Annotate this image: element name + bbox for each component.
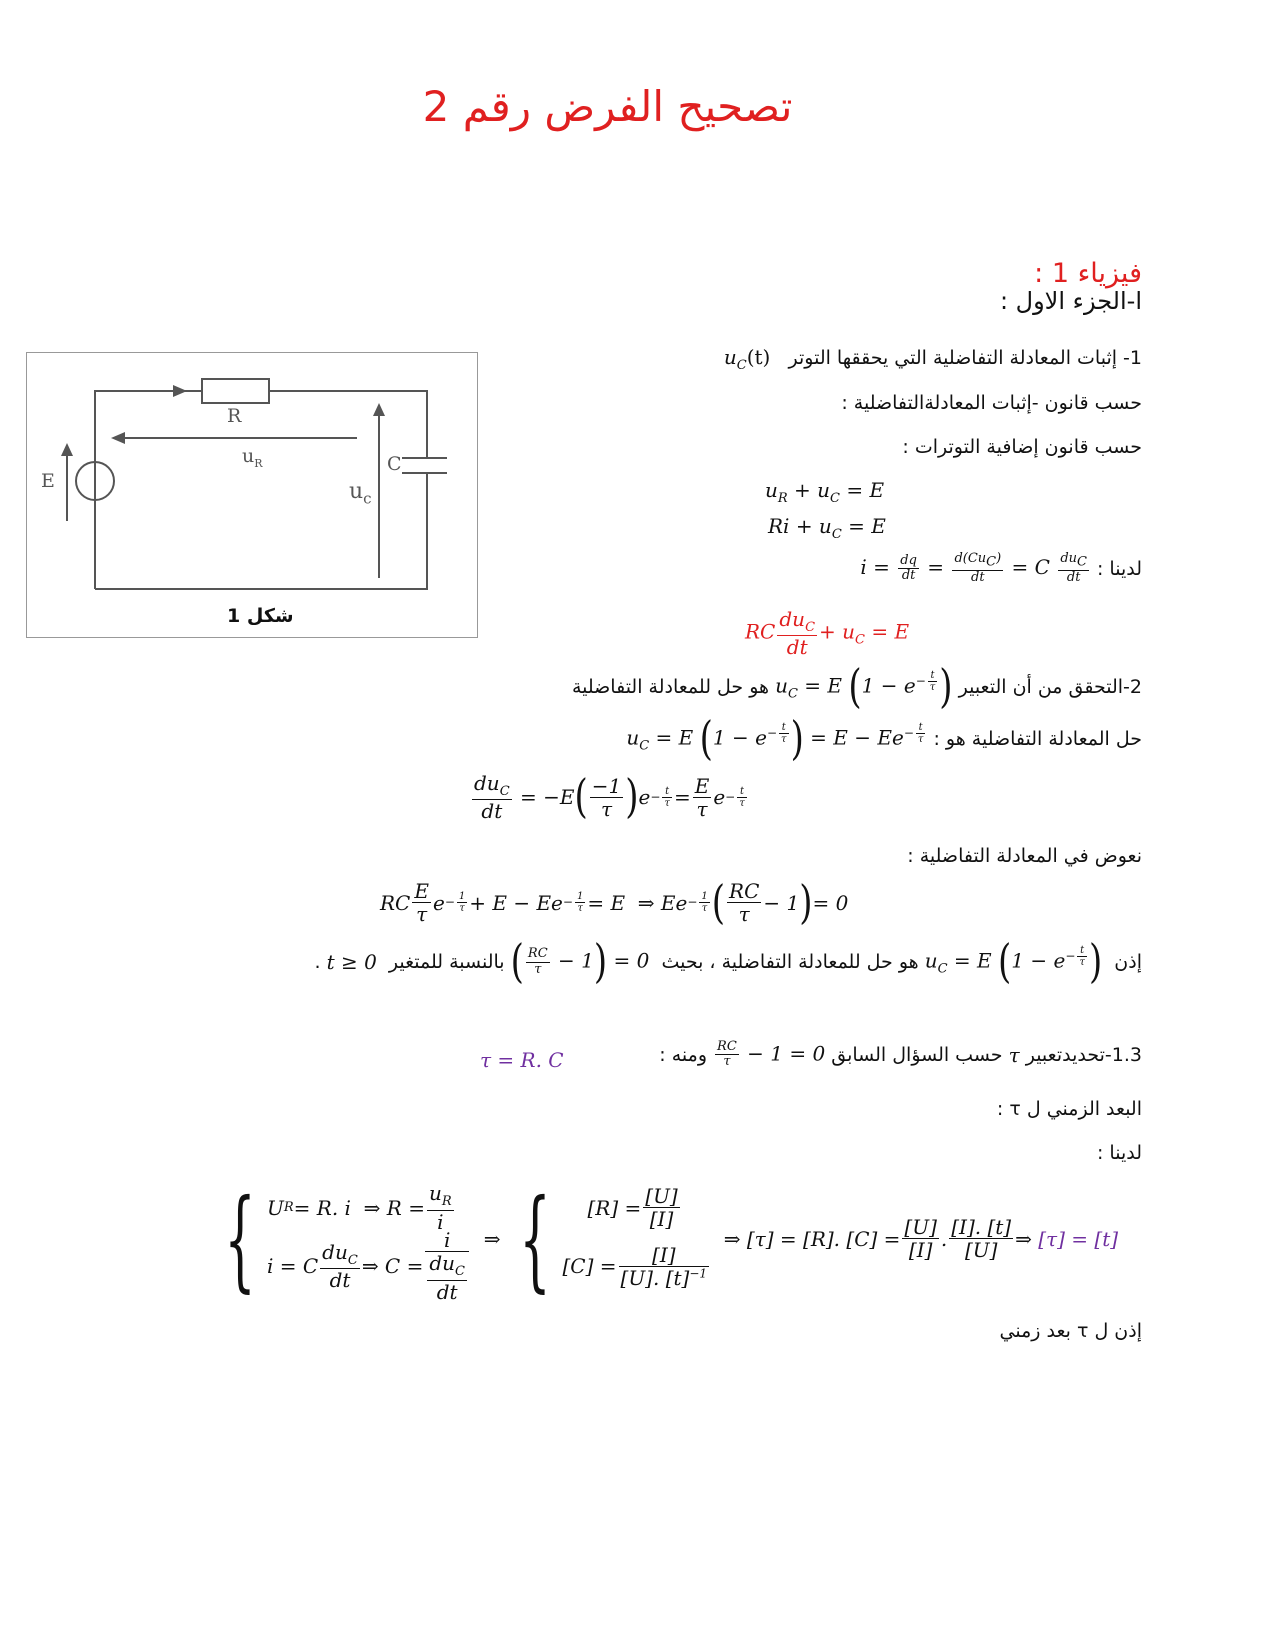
equation-2: $Ri + u_C = E$ [768,514,886,542]
label-uc: $u_c$ [349,479,372,508]
uR-arrow-icon [111,432,125,444]
current-arrow-icon [173,385,187,397]
substitute-line: نعوض في المعادلة التفاضلية : [907,845,1142,867]
dimensional-analysis: { U R = R. i ⇒ R = $\frac{u_R}{i}$ i = C $\frac{du_C}{dt}$ ⇒ C = $\frac{i}{\frac{du_C}{dt}}$ ⇒ { [R] = $\frac{[U]}{[I]}$ [C] = $\frac{[I]}{[U]. [t]^{-1}}$ ⇒ [τ] = [R]. [C] = $\frac{[U]}{[I]}$ . $\frac{[I]. [t]}{[U]}$ ⇒ [τ] = [t] [224,1174,1119,1304]
E-arrow-icon [61,443,73,456]
current-definition: i = $\frac{dq}{dt}$ = $\frac{d(Cu_C)}{dt}$ = C $\frac{du_C}{dt}$ لدينا : [860,551,1142,585]
label-E: E [41,470,55,492]
differential-equation: RC $\frac{du_C}{dt}$ + $u_C = E$ [745,607,910,660]
tau-dimension-result: [τ] = [t] [1038,1226,1119,1251]
wire-bottom [95,473,427,589]
equation-1: $u_R + u_C = E$ [765,478,885,506]
label-R: R [227,405,242,427]
solution-line: حل المعادلة التفاضلية هو : $u_C = E$ ($1 - e^{- \frac{t}{\tau}}$ ) = $E - Ee^{- \frac{t}{\tau}}$ [626,712,1142,767]
uc-arrow-icon [373,403,385,416]
label-uR: $u_R$ [242,445,263,470]
resistor [202,379,269,403]
tau-result: τ = R. C [480,1048,564,1072]
figure-caption: شكل 1 [227,605,294,627]
conclusion-line: إذن $u_C = E$ ($1 - e^{- \frac{t}{\tau}}$ ) هو حل للمعادلة التفاضلية ، بحيث ( $\frac{RC}{\tau}$ − 1) = 0 بالنسبة للمتغير t ≥ 0 . [314,935,1142,990]
ladina-label-2: لدينا : [1096,1142,1142,1164]
question-1: 1- إثبات المعادلة التفاضلية التي يحققها التوتر $u_C(t)$ [723,345,1142,373]
circuit-figure [26,352,478,638]
question-2: 2-التحقق من أن التعبير $u_C = E$ ($1 - e^{- \frac{t}{\tau}}$ ) هو حل للمعادلة التفاضلية [571,660,1142,715]
dimension-label: البعد الزمني ل τ : [996,1098,1142,1120]
heading-part1: ا-الجزء الاول : [999,287,1142,315]
final-statement: إذن ل τ بعد زمني [999,1320,1142,1342]
question-3: 1.3-تحديدتعبير τ حسب السؤال السابق $\frac{RC}{\tau}$ − 1 = 0 ومنه : [659,1039,1142,1070]
ladina-label: لدينا : [1096,557,1142,580]
wire-top-right [269,391,427,458]
page-title: تصحيح الفرض رقم 2 [422,82,793,131]
derivative-equation: $\frac{du_C}{dt}$ = −E ( $\frac{-1}{\tau}$ ) e − $\frac{t}{\tau}$ = $\frac{E}{\tau}$ e − $\frac{t}{\tau}$ [474,770,745,825]
law-line-1: حسب قانون -إثبات المعادلةالتفاضلية : [841,392,1142,414]
law-line-2: حسب قانون إضافية التوترات : [902,436,1142,458]
label-C: C [387,453,402,475]
heading-physics: فيزياء 1 : [1034,258,1142,289]
circuit-diagram [27,353,477,637]
substituted-equation: RC $\frac{E}{\tau}$ e − $\frac{1}{\tau}$ + E − Ee − $\frac{1}{\tau}$ = E ⇒ Ee − $\frac{1}{\tau}$ ( $\frac{RC}{\tau}$ − 1 ) = 0 [380,875,849,930]
